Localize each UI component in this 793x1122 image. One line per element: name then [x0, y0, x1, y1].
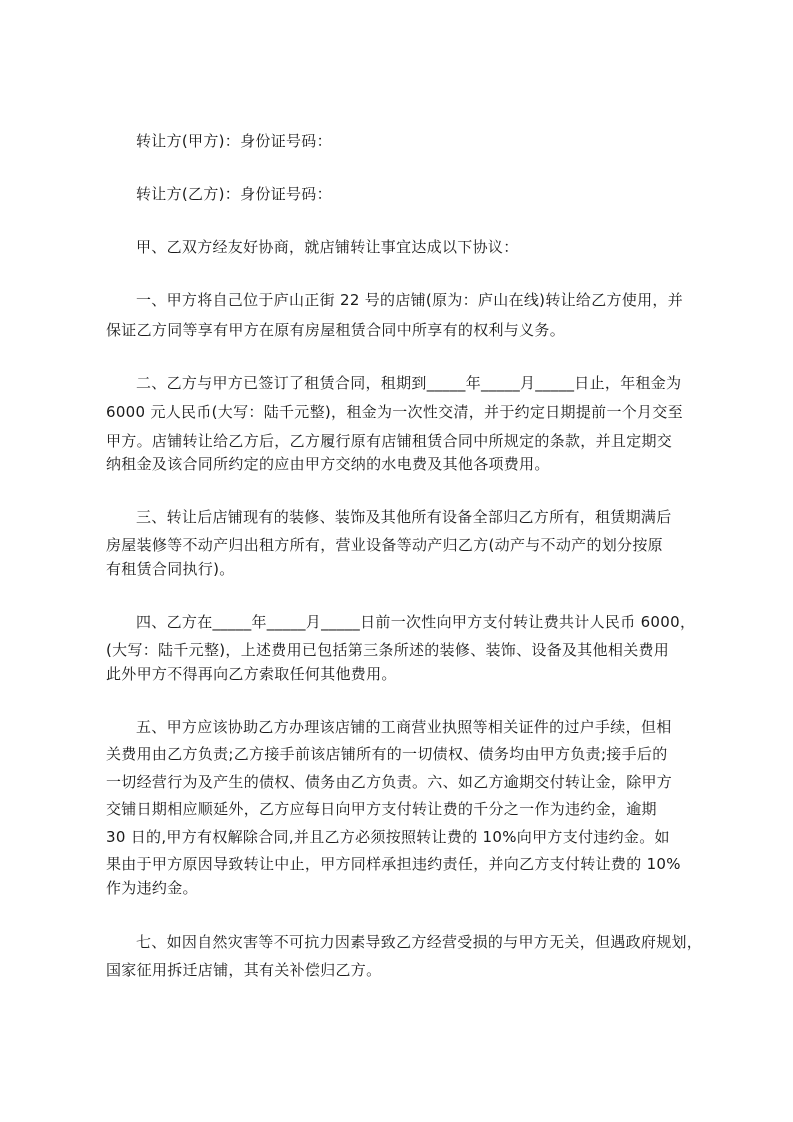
clause-3-line: 有租赁合同执行)。	[106, 560, 235, 578]
clause-3-line: 三、转让后店铺现有的装修、装饰及其他所有设备全部归乙方所有，租赁期满后	[136, 508, 672, 526]
party-a-line: 转让方(甲方)：身份证号码：	[136, 132, 332, 150]
clause-4-line: (大写：陆千元整)，上述费用已包括第三条所述的装修、装饰、设备及其他相关费用	[106, 641, 670, 659]
clause-2-line: 纳租金及该合同所约定的应由甲方交纳的水电费及其他各项费用。	[106, 455, 550, 473]
clause-4-line: 此外甲方不得再向乙方索取任何其他费用。	[106, 665, 397, 683]
clause-4-line: 四、乙方在_____年_____月_____日前一次性向甲方支付转让费共计人民币 6000，	[136, 613, 696, 631]
clause-1-line: 一、甲方将自己位于庐山正街 22 号的店铺(原为：庐山在线)转让给乙方使用，并	[136, 291, 684, 309]
clause-5-line: 果由于甲方原因导致转让中止，甲方同样承担违约责任，并向乙方支付转让费的 10%	[106, 855, 681, 873]
clause-3-line: 房屋装修等不动产归出租方所有，营业设备等动产归乙方(动产与不动产的划分按原	[106, 536, 663, 554]
clause-5-line: 关费用由乙方负责;乙方接手前该店铺所有的一切债权、债务均由甲方负责;接手后的	[106, 745, 668, 763]
party-b-line: 转让方(乙方)：身份证号码：	[136, 185, 332, 203]
clause-1-line: 保证乙方同等享有甲方在原有房屋租赁合同中所享有的权利与义务。	[106, 321, 566, 339]
clause-5-line: 一切经营行为及产生的债权、债务由乙方负责。六、如乙方逾期交付转让金，除甲方	[106, 773, 673, 791]
intro-line: 甲、乙双方经友好协商，就店铺转让事宜达成以下协议：	[136, 238, 519, 256]
clause-5-line: 交铺日期相应顺延外，乙方应每日向甲方支付转让费的千分之一作为违约金，逾期	[106, 800, 657, 818]
clause-5-line: 30 日的,甲方有权解除合同,并且乙方必须按照转让费的 10%向甲方支付违约金。如	[106, 828, 670, 846]
clause-5-line: 作为违约金。	[106, 879, 198, 897]
clause-2-line: 6000 元人民币(大写：陆千元整)，租金为一次性交清，并于约定日期提前一个月交至	[106, 403, 683, 421]
clause-2-line: 二、乙方与甲方已签订了租赁合同，租期到_____年_____月_____日止，年租金为	[136, 374, 682, 392]
clause-7-line: 七、如因自然灾害等不可抗力因素导致乙方经营受损的与甲方无关，但遇政府规划，	[136, 933, 703, 951]
clause-2-line: 甲方。店铺转让给乙方后，乙方履行原有店铺租赁合同中所规定的条款，并且定期交	[106, 432, 673, 450]
clause-5-line: 五、甲方应该协助乙方办理该店铺的工商营业执照等相关证件的过户手续，但相	[136, 718, 672, 736]
clause-7-line: 国家征用拆迁店铺，其有关补偿归乙方。	[106, 961, 382, 979]
